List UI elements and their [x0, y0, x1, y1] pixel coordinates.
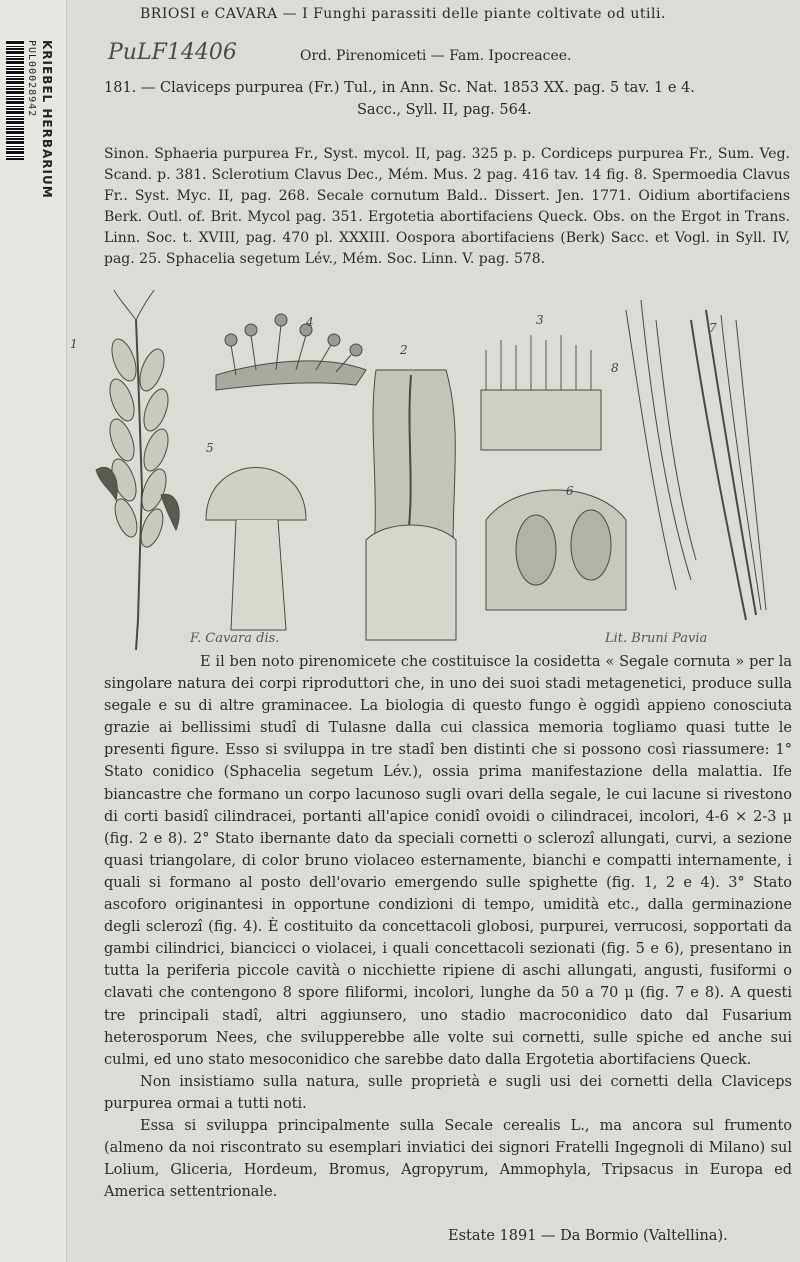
figure-7-asci: [691, 310, 766, 620]
figure-5-stroma: [206, 468, 306, 631]
barcode-strip: [0, 0, 67, 1262]
fig-label-3: 3: [536, 313, 544, 327]
figure-1-rye-spike: [96, 290, 179, 650]
barcode: [6, 40, 24, 160]
botanical-plate-illustration: [66, 290, 800, 650]
species-reference: Sacc., Syll. II, pag. 564.: [357, 102, 532, 118]
synonyms-paragraph: Sinon. Sphaeria purpurea Fr., Syst. mycol. II, pag. 325 p. p. Cordiceps purpurea Fr., Sum. Veg. Scand. p. 381. Sclerotium Clavus Dec., Mém. Mus. 2 pag. 416 tav. 14 fig. 8. Spermoedia Clavus Fr.. Syst. Myc. II, pag. 268. Secale cornutum Bald.. Dissert. Jen. 1771. Oidium abortifaciens Berk. Outl. of. Brit. Mycol pag. 351. Ergotetia abortifaciens Queck. Obs. on the Ergot in Trans. Linn. Soc. t. XVIII, pag. 470 pl. XXXIII. Oospora abortifaciens (Berk) Sacc. et Vogl. in Syll. IV, pag. 25. Sphacelia segetum Lév., Mém. Soc. Linn. V. pag. 578.: [104, 146, 790, 267]
body-text: [104, 651, 792, 1203]
body-paragraph-1: E il ben noto pirenomicete che costituisce la cosidetta « Segale cornuta » per la singolare natura dei corpi riproduttori che, in uno dei suoi stadi metagenetici, produce sulla segale e su di altre graminacee. La biologia di questo fungo è oggidì appieno conosciuta grazie ai bellissimi studî di Tulasne dalla cui classica memoria togliamo quasi tutte le presenti figure. Esso si sviluppa in tre stadî ben distinti che si possono così riassumere: 1° Stato conidico (Sphacelia segetum Lév.), ossia prima manifestazione della malattia. Ife biancastre che formano un corpo lacunoso sugli ovari della segale, le cui lacune si rivestono di corti basidî cilindracei, portanti all'apice conidî ovoidi o cilindracei, incolori, 4-6 × 2-3 μ (fig. 2 e 8). 2° Stato ibernante dato da speciali cornetti o sclerozî allungati, curvi, a sezione quasi triangolare, di color bruno violaceo esternamente, bianchi e compatti internamente, i quali si formano al posto dell'ovario emergendo sulle spighette (fig. 1, 2 e 4). 3° Stato ascoforo originantesi in opportune condizioni di tempo, umidità etc., dalla germinazione degli sclerozî (fig. 4). È costituito da concettacoli globosi, purpurei, verrucosi, sopportati da gambi cilindrici, biancicci o violacei, i quali concettacoli sezionati (fig. 5 e 6), presentano in tutta la periferia piccole cavità o nicchiette ripiene di aschi allungati, angusti, fusiformi o clavati che contengono 8 spore filiformi, incolori, lunghe da 50 a 70 μ (fig. 7 e 8). A questi tre principali stadî, altri aggiunsero, uno stadio macroconidico dato dal Fusarium heterosporum Nees, che svilupperebbe alle volte sui cornetti, sulle spiche ed anche sui culmi, ed uno stato mesoconidico che sarebbe dato dalla Ergotetia abortifaciens Queck.: [104, 654, 792, 1068]
running-title: BRIOSI e CAVARA — I Funghi parassiti delle piante coltivate od utili.: [140, 6, 666, 22]
body-paragraph-3: Essa si sviluppa principalmente sulla Secale cerealis L., ma ancora sul frumento (almeno da noi riscontrato su esemplari inviatici dei signori Fratelli Ingegnoli di Milano) sul Lolium, Gliceria, Hordeum, Bromus, Agropyrum, Ammophyla, Tripsacus in Europa ed America settentrionale.: [104, 1117, 792, 1201]
plate-caption-artist: F. Cavara dis.: [190, 631, 280, 646]
handwritten-accession: PuLF14406: [108, 40, 237, 65]
figure-4-sclerotia: [216, 314, 366, 390]
fig-label-6: 6: [566, 484, 574, 498]
fig-label-1: 1: [70, 337, 78, 351]
fig-label-4: 4: [306, 315, 314, 329]
fig-label-2: 2: [400, 343, 408, 357]
collection-date-location: Estate 1891 — Da Bormio (Valtellina).: [448, 1228, 728, 1244]
figure-2-section: [366, 370, 456, 640]
species-heading: 181. — Claviceps purpurea (Fr.) Tul., in Ann. Sc. Nat. 1853 XX. pag. 5 tav. 1 e 4.: [104, 80, 695, 96]
figure-6-perithecia: [486, 490, 626, 610]
fig-label-7: 7: [709, 321, 717, 335]
herbarium-label: KRIEBEL HERBARIUM: [40, 40, 54, 199]
figure-3-conidia: [481, 335, 601, 450]
body-paragraph-2: Non insistiamo sulla natura, sulle proprietà e sugli usi dei cornetti della Claviceps purpurea ormai a tutti noti.: [104, 1073, 792, 1112]
fig-label-5: 5: [206, 441, 214, 455]
order-family-line: Ord. Pirenomiceti — Fam. Ipocreacee.: [300, 48, 572, 64]
figure-8-threads: [626, 300, 696, 590]
barcode-number: PUL00028942: [26, 40, 37, 118]
fig-label-8: 8: [611, 361, 619, 375]
plate-caption-lithographer: Lit. Bruni Pavia: [605, 631, 708, 646]
